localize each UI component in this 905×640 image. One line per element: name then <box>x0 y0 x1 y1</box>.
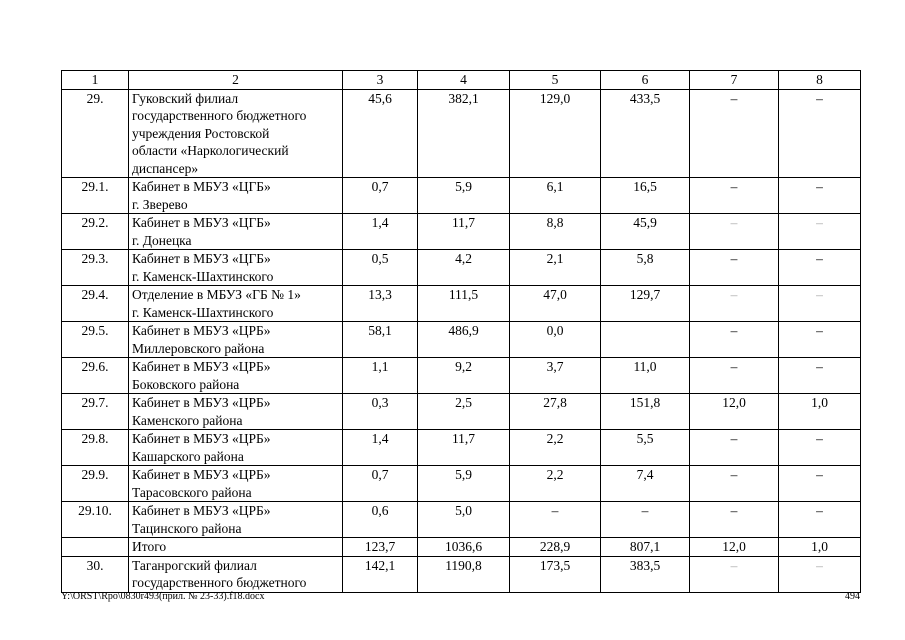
row-name-cell <box>129 556 343 592</box>
value-cell: 2,2 <box>510 430 601 466</box>
name-line: учреждения Ростовской <box>132 125 270 141</box>
value-cell: – <box>779 430 861 466</box>
value-cell: 11,7 <box>418 214 510 250</box>
value-cell: 123,7 <box>343 538 418 557</box>
value-cell: 129,7 <box>601 286 690 322</box>
header-cell: 3 <box>343 71 418 90</box>
table-row <box>62 89 861 178</box>
header-cell: 7 <box>690 71 779 90</box>
name-line: Кабинет в МБУЗ «ЦГБ» <box>132 179 271 194</box>
value-cell: 151,8 <box>601 394 690 430</box>
value-cell: 486,9 <box>418 322 510 358</box>
value-cell: 142,1 <box>343 556 418 592</box>
name-line: государственного бюджетного <box>132 575 307 590</box>
value-cell: 228,9 <box>510 538 601 557</box>
value-cell: 5,0 <box>418 502 510 538</box>
name-line: диспансер» <box>132 160 199 176</box>
table-row <box>62 214 861 250</box>
row-number-cell: 29.7. <box>62 394 129 430</box>
value-cell: 16,5 <box>601 178 690 214</box>
name-line: Кабинет в МБУЗ «ЦРБ» <box>132 359 271 374</box>
value-cell: 45,6 <box>343 89 418 178</box>
name-line: Кабинет в МБУЗ «ЦРБ» <box>132 467 271 482</box>
name-line: Кабинет в МБУЗ «ЦРБ» <box>132 323 271 338</box>
value-cell: 2,1 <box>510 250 601 286</box>
row-name-cell <box>129 322 343 358</box>
value-cell: 173,5 <box>510 556 601 592</box>
row-name-cell <box>129 214 343 250</box>
value-cell: – <box>690 250 779 286</box>
value-cell: 1036,6 <box>418 538 510 557</box>
header-cell: 8 <box>779 71 861 90</box>
value-cell: 58,1 <box>343 322 418 358</box>
value-cell: – <box>779 502 861 538</box>
row-name-cell <box>129 286 343 322</box>
value-cell: – <box>690 286 779 322</box>
name-line: Кабинет в МБУЗ «ЦРБ» <box>132 503 271 518</box>
value-cell: – <box>690 89 779 178</box>
name-line: области «Наркологический <box>132 143 289 158</box>
row-number-cell: 29.4. <box>62 286 129 322</box>
row-name-cell <box>129 178 343 214</box>
value-cell: – <box>779 89 861 178</box>
value-cell: 12,0 <box>690 394 779 430</box>
header-cell: 6 <box>601 71 690 90</box>
value-cell: 2,2 <box>510 466 601 502</box>
row-name-cell <box>129 502 343 538</box>
name-line: Кашарского района <box>132 448 244 464</box>
name-line: Гуковский филиал <box>132 90 239 106</box>
value-cell: 6,1 <box>510 178 601 214</box>
header-cell: 4 <box>418 71 510 90</box>
row-name-cell <box>129 538 343 557</box>
value-cell: 382,1 <box>418 89 510 178</box>
name-line: государственного бюджетного <box>132 108 307 123</box>
value-cell: 45,9 <box>601 214 690 250</box>
value-cell: 5,9 <box>418 466 510 502</box>
row-number-cell: 30. <box>62 556 129 592</box>
value-cell: 1,0 <box>779 538 861 557</box>
value-cell: 47,0 <box>510 286 601 322</box>
table-row <box>62 502 861 538</box>
value-cell: – <box>690 214 779 250</box>
row-number-cell <box>62 538 129 557</box>
value-cell: 1,4 <box>343 214 418 250</box>
name-line: Кабинет в МБУЗ «ЦРБ» <box>132 395 271 410</box>
value-cell: – <box>779 322 861 358</box>
row-number-cell: 29.9. <box>62 466 129 502</box>
header-cell: 1 <box>62 71 129 90</box>
name-line: г. Зверево <box>132 196 188 212</box>
name-line: Кабинет в МБУЗ «ЦГБ» <box>132 215 271 230</box>
row-name-cell <box>129 250 343 286</box>
value-cell: – <box>690 178 779 214</box>
table-row <box>62 394 861 430</box>
value-cell: – <box>690 322 779 358</box>
value-cell: 1,4 <box>343 430 418 466</box>
name-line: Миллеровского района <box>132 340 265 356</box>
table-row <box>62 538 861 557</box>
value-cell: 0,3 <box>343 394 418 430</box>
value-cell: – <box>779 214 861 250</box>
row-number-cell: 29.3. <box>62 250 129 286</box>
value-cell: – <box>779 556 861 592</box>
value-cell: 1,0 <box>779 394 861 430</box>
row-name-cell <box>129 466 343 502</box>
row-number-cell: 29.5. <box>62 322 129 358</box>
value-cell <box>601 322 690 358</box>
value-cell: – <box>779 286 861 322</box>
value-cell: 27,8 <box>510 394 601 430</box>
value-cell: – <box>690 466 779 502</box>
row-number-cell: 29.2. <box>62 214 129 250</box>
value-cell: 0,7 <box>343 466 418 502</box>
value-cell: 1190,8 <box>418 556 510 592</box>
table-row <box>62 322 861 358</box>
value-cell: 5,5 <box>601 430 690 466</box>
name-line: Кабинет в МБУЗ «ЦРБ» <box>132 431 271 446</box>
value-cell: – <box>779 178 861 214</box>
value-cell: – <box>690 430 779 466</box>
name-line: г. Донецка <box>132 232 192 248</box>
value-cell: 8,8 <box>510 214 601 250</box>
row-name-cell <box>129 358 343 394</box>
value-cell: 111,5 <box>418 286 510 322</box>
value-cell: – <box>779 466 861 502</box>
value-cell: 5,8 <box>601 250 690 286</box>
name-line: Каменского района <box>132 412 243 428</box>
row-number-cell: 29.10. <box>62 502 129 538</box>
value-cell: 7,4 <box>601 466 690 502</box>
name-line: Отделение в МБУЗ «ГБ № 1» <box>132 287 301 302</box>
row-name-cell <box>129 89 343 178</box>
data-table <box>61 70 861 593</box>
value-cell: – <box>601 502 690 538</box>
value-cell: 5,9 <box>418 178 510 214</box>
table-row <box>62 430 861 466</box>
table-row <box>62 358 861 394</box>
value-cell: 1,1 <box>343 358 418 394</box>
table-row <box>62 250 861 286</box>
value-cell: 2,5 <box>418 394 510 430</box>
name-line: г. Каменск-Шахтинского <box>132 304 274 320</box>
value-cell: – <box>690 502 779 538</box>
table-row <box>62 178 861 214</box>
value-cell: 807,1 <box>601 538 690 557</box>
header-row <box>62 71 861 90</box>
value-cell: 11,7 <box>418 430 510 466</box>
value-cell: 433,5 <box>601 89 690 178</box>
name-line: г. Каменск-Шахтинского <box>132 268 274 284</box>
value-cell: 383,5 <box>601 556 690 592</box>
name-line: Таганрогский филиал <box>132 557 257 573</box>
value-cell: 9,2 <box>418 358 510 394</box>
table-row <box>62 466 861 502</box>
footer-file-path: Y:\ORST\Rpo\0830r493(прил. № 23-33).f18.docx <box>61 591 265 602</box>
name-line: Итого <box>132 539 167 554</box>
name-line: Тарасовского района <box>132 484 252 500</box>
header-cell: 2 <box>129 71 343 90</box>
value-cell: 129,0 <box>510 89 601 178</box>
header-cell: 5 <box>510 71 601 90</box>
row-number-cell: 29.6. <box>62 358 129 394</box>
value-cell: – <box>690 358 779 394</box>
value-cell: 3,7 <box>510 358 601 394</box>
row-name-cell <box>129 430 343 466</box>
value-cell: – <box>690 556 779 592</box>
name-line: Тацинского района <box>132 520 242 536</box>
value-cell: 0,0 <box>510 322 601 358</box>
table-row <box>62 556 861 592</box>
value-cell: – <box>510 502 601 538</box>
name-line: Кабинет в МБУЗ «ЦГБ» <box>132 251 271 266</box>
value-cell: 0,6 <box>343 502 418 538</box>
row-name-cell <box>129 394 343 430</box>
value-cell: 0,5 <box>343 250 418 286</box>
name-line: Боковского района <box>132 376 240 392</box>
value-cell: 4,2 <box>418 250 510 286</box>
value-cell: 0,7 <box>343 178 418 214</box>
value-cell: 13,3 <box>343 286 418 322</box>
table-row <box>62 286 861 322</box>
value-cell: 11,0 <box>601 358 690 394</box>
row-number-cell: 29. <box>62 89 129 178</box>
table-body <box>62 89 861 592</box>
row-number-cell: 29.8. <box>62 430 129 466</box>
value-cell: 12,0 <box>690 538 779 557</box>
value-cell: – <box>779 358 861 394</box>
row-number-cell: 29.1. <box>62 178 129 214</box>
value-cell: – <box>779 250 861 286</box>
footer-page-number: 494 <box>845 591 860 602</box>
